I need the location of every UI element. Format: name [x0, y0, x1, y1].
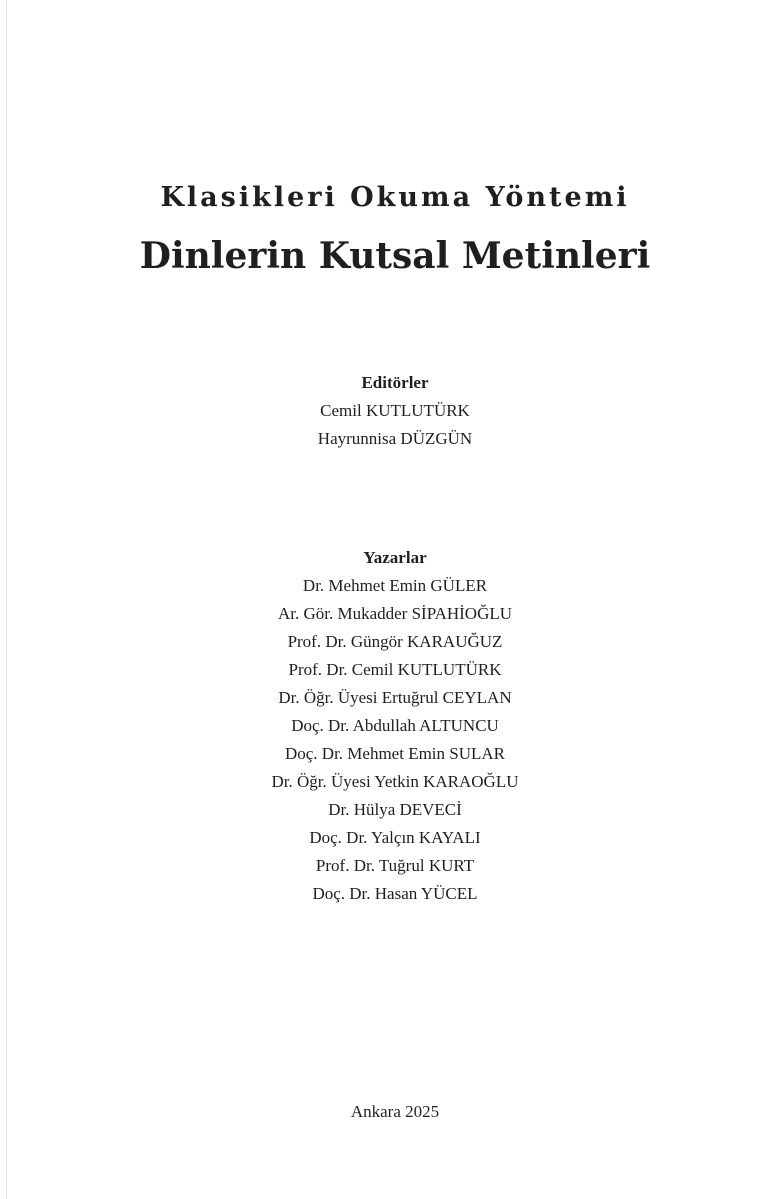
editor-name: Hayrunnisa DÜZGÜN	[317, 429, 473, 448]
author-name: Dr. Öğr. Üyesi Yetkin KARAOĞLU	[271, 772, 519, 791]
imprint-place-year: Ankara 2025	[350, 1102, 440, 1121]
editors-heading: Editörler	[361, 373, 429, 392]
author-name: Prof. Dr. Güngör KARAUĞUZ	[287, 632, 503, 651]
authors-block	[0, 544, 766, 908]
author-name: Doç. Dr. Yalçın KAYALI	[309, 828, 481, 847]
author-name: Dr. Hülya DEVECİ	[328, 800, 462, 819]
author-name: Prof. Dr. Tuğrul KURT	[315, 856, 475, 875]
author-name: Ar. Gör. Mukadder SİPAHİOĞLU	[277, 604, 513, 623]
author-name: Prof. Dr. Cemil KUTLUTÜRK	[288, 660, 502, 679]
book-title: Dinlerin Kutsal Metinleri	[139, 235, 651, 277]
author-name: Dr. Öğr. Üyesi Ertuğrul CEYLAN	[278, 688, 512, 707]
author-name: Doç. Dr. Abdullah ALTUNCU	[291, 716, 499, 735]
editors-block	[0, 369, 766, 453]
authors-heading: Yazarlar	[363, 548, 427, 567]
series-title: Klasikleri Okuma Yöntemi	[160, 182, 630, 213]
author-name: Doç. Dr. Hasan YÜCEL	[312, 884, 478, 903]
author-name: Doç. Dr. Mehmet Emin SULAR	[284, 744, 506, 763]
author-name: Dr. Mehmet Emin GÜLER	[302, 576, 488, 595]
editor-name: Cemil KUTLUTÜRK	[320, 401, 470, 420]
